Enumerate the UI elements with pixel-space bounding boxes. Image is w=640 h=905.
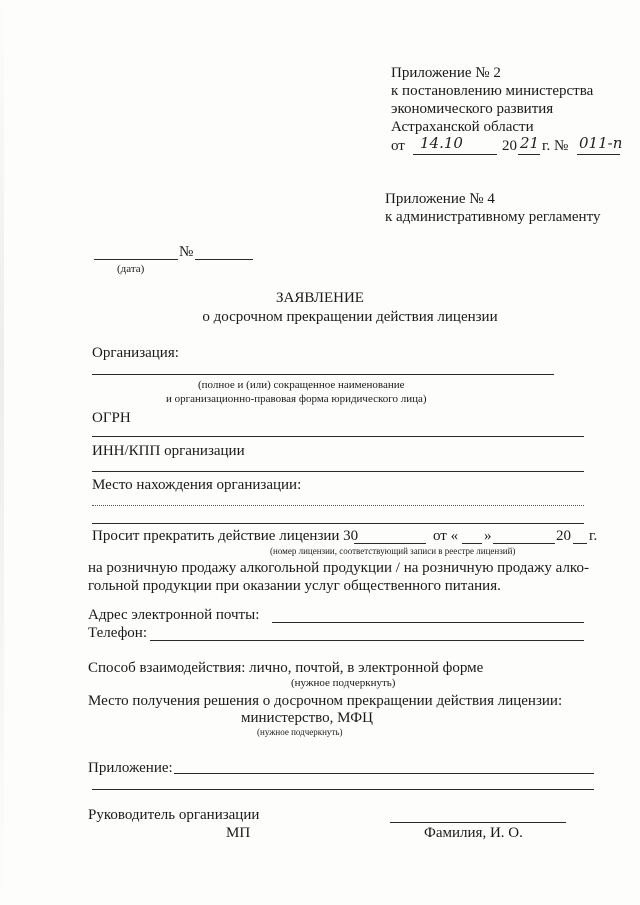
phone-label: Телефон:	[88, 625, 147, 641]
signature-line[interactable]	[390, 822, 566, 823]
organization-hint-1: (полное и (или) сокращенное наименование	[198, 379, 405, 391]
location-line-2[interactable]	[92, 523, 584, 524]
body-line-2: гольной продукции при оказании услуг общественного питания.	[88, 578, 501, 594]
head-label: Руководитель организации	[88, 807, 260, 823]
appendix-2-number-label: г. №	[542, 138, 569, 154]
request-quote-close: »	[484, 528, 492, 544]
body-line-1: на розничную продажу алкогольной продукции / на розничную продажу алко-	[88, 560, 589, 576]
decision-place-label: Место получения решения о досрочном прекращении действия лицензии:	[88, 693, 563, 709]
inn-kpp-line[interactable]	[92, 471, 584, 472]
interaction-hint: (нужное подчеркнуть)	[291, 677, 396, 689]
license-number-line[interactable]	[354, 543, 426, 544]
attachment-line-2[interactable]	[92, 789, 594, 790]
decision-place-options[interactable]: министерство, МФЦ	[241, 710, 373, 726]
stamp-label: МП	[226, 825, 251, 841]
appendix-2-year-prefix: 20	[502, 138, 517, 154]
appendix-2-line4: Астраханской области	[391, 119, 534, 135]
full-name-label: Фамилия, И. О.	[424, 825, 523, 841]
email-line[interactable]	[272, 622, 584, 623]
license-month-line[interactable]	[493, 543, 555, 544]
scan-edge	[0, 0, 4, 905]
appendix-2-date-handwritten: 14.10	[420, 134, 463, 152]
number-sign: №	[179, 244, 194, 260]
phone-line[interactable]	[150, 640, 584, 641]
ogrn-label: ОГРН	[92, 410, 131, 426]
date-caption: (дата)	[117, 263, 145, 275]
ogrn-line[interactable]	[92, 436, 584, 437]
license-year-line[interactable]	[573, 543, 587, 544]
organization-line[interactable]	[92, 374, 554, 375]
appendix-2-number-handwritten: 011-п	[579, 134, 623, 152]
inn-kpp-label: ИНН/КПП организации	[92, 443, 245, 459]
date-line[interactable]	[94, 259, 178, 260]
organization-hint-2: и организационно-правовая форма юридического лица)	[166, 393, 427, 405]
document-title: ЗАЯВЛЕНИЕ	[276, 290, 364, 306]
request-year-suffix: г.	[589, 528, 598, 544]
interaction-method[interactable]: Способ взаимодействия: лично, почтой, в электронной форме	[88, 660, 484, 676]
appendix-4-title: Приложение № 4	[385, 191, 495, 207]
request-text: Просит прекратить действие лицензии 30	[92, 528, 359, 544]
organization-label: Организация:	[92, 345, 179, 361]
license-hint: (номер лицензии, соответствующий записи в реестре лицензий)	[270, 546, 516, 556]
appendix-2-number-line	[577, 154, 620, 155]
appendix-2-from: от	[391, 138, 405, 154]
appendix-2-year-handwritten: 21	[520, 134, 540, 152]
attachment-line-1[interactable]	[174, 773, 594, 774]
appendix-2-date-line	[413, 154, 497, 155]
appendix-4-line2: к административному регламенту	[385, 209, 601, 225]
document-subtitle: о досрочном прекращении действия лицензии	[202, 309, 498, 325]
request-year-prefix: 20	[556, 528, 571, 544]
appendix-2-title: Приложение № 2	[391, 65, 501, 81]
appendix-2-line2: к постановлению министерства	[391, 83, 594, 99]
decision-place-hint: (нужное подчеркнуть)	[257, 727, 343, 737]
request-from: от «	[433, 528, 459, 544]
location-line-1[interactable]	[92, 505, 584, 506]
location-label: Место нахождения организации:	[92, 477, 302, 493]
license-day-line[interactable]	[462, 543, 482, 544]
email-label: Адрес электронной почты:	[88, 607, 260, 623]
appendix-2-line3: экономического развития	[391, 101, 554, 117]
attachment-label: Приложение:	[88, 760, 173, 776]
appendix-2-year-line	[518, 154, 540, 155]
number-line[interactable]	[195, 259, 253, 260]
